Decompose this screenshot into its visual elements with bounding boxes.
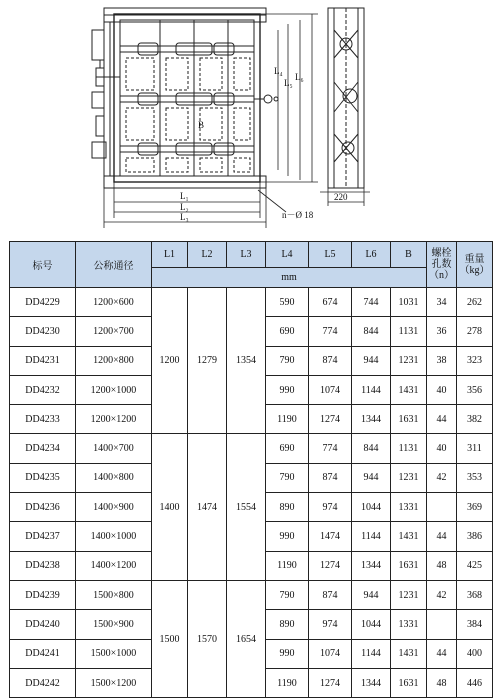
label-l6: L₆ [295, 72, 304, 82]
header-weight [457, 242, 493, 288]
spec-table [9, 241, 493, 698]
cell-l5: 874 [309, 580, 352, 609]
cell-l4: 790 [266, 463, 309, 492]
cell-bolt-holes [427, 610, 457, 639]
header-bolt-line2: 孔数 [431, 259, 452, 270]
header-bolt-line3: （n） [429, 270, 454, 281]
cell-model: DD4242 [10, 668, 76, 697]
height-dimensions [260, 14, 318, 182]
cell-model: DD4233 [10, 405, 76, 434]
cell-l5: 1074 [309, 375, 352, 404]
cell-b: 1131 [391, 317, 427, 346]
header-weight-line1: 重量 [464, 253, 485, 265]
label-l5: L₅ [284, 78, 293, 88]
cell-b: 1631 [391, 405, 427, 434]
header-b: B [391, 242, 427, 268]
header-nominal: 公称通径 [76, 242, 152, 288]
cell-l1: 1500 [152, 580, 188, 697]
cell-l2: 1279 [188, 288, 227, 434]
cell-l6: 844 [352, 434, 391, 463]
cell-l6: 844 [352, 317, 391, 346]
cell-weight: 446 [457, 668, 493, 697]
cell-l4: 990 [266, 375, 309, 404]
cell-b: 1231 [391, 346, 427, 375]
cell-weight: 262 [457, 288, 493, 317]
label-hole: n－Ø 18 [282, 210, 314, 220]
cell-l4: 1190 [266, 668, 309, 697]
header-l3: L3 [227, 242, 266, 268]
cell-bolt-holes: 44 [427, 522, 457, 551]
cell-b: 1131 [391, 434, 427, 463]
cell-bolt-holes [427, 493, 457, 522]
cell-b: 1331 [391, 493, 427, 522]
blade-hubs [138, 43, 234, 155]
cell-model: DD4240 [10, 610, 76, 639]
cell-l6: 1344 [352, 551, 391, 580]
header-l6: L6 [352, 242, 391, 268]
cell-bolt-holes: 40 [427, 375, 457, 404]
cell-model: DD4231 [10, 346, 76, 375]
cell-nominal: 1400×1200 [76, 551, 152, 580]
cell-l5: 1274 [309, 405, 352, 434]
cell-model: DD4241 [10, 639, 76, 668]
cell-l3: 1554 [227, 434, 266, 580]
header-model: 标号 [10, 242, 76, 288]
side-view [320, 8, 370, 206]
cell-l4: 690 [266, 434, 309, 463]
cell-nominal: 1200×800 [76, 346, 152, 375]
cell-l4: 790 [266, 346, 309, 375]
cell-weight: 278 [457, 317, 493, 346]
table-row [10, 434, 493, 463]
cell-l6: 1144 [352, 522, 391, 551]
cell-l6: 1344 [352, 405, 391, 434]
cell-l1: 1200 [152, 288, 188, 434]
cell-l6: 1144 [352, 375, 391, 404]
cell-nominal: 1200×1200 [76, 405, 152, 434]
cell-b: 1331 [391, 610, 427, 639]
spec-table-body [10, 288, 493, 698]
cell-nominal: 1200×1000 [76, 375, 152, 404]
cell-model: DD4229 [10, 288, 76, 317]
cell-l3: 1654 [227, 580, 266, 697]
cell-bolt-holes: 48 [427, 668, 457, 697]
cell-nominal: 1500×1000 [76, 639, 152, 668]
cell-weight: 369 [457, 493, 493, 522]
header-l5: L5 [309, 242, 352, 268]
cell-weight: 425 [457, 551, 493, 580]
label-l4: L₄ [274, 66, 283, 76]
cell-model: DD4235 [10, 463, 76, 492]
cell-nominal: 1400×900 [76, 493, 152, 522]
cell-l6: 1144 [352, 639, 391, 668]
cell-b: 1031 [391, 288, 427, 317]
cell-b: 1431 [391, 375, 427, 404]
cell-bolt-holes: 36 [427, 317, 457, 346]
cell-nominal: 1400×1000 [76, 522, 152, 551]
cell-weight: 353 [457, 463, 493, 492]
label-l2: L₂ [180, 202, 189, 212]
cell-l4: 990 [266, 639, 309, 668]
cell-model: DD4238 [10, 551, 76, 580]
cell-nominal: 1500×900 [76, 610, 152, 639]
cell-l4: 790 [266, 580, 309, 609]
cell-l4: 990 [266, 522, 309, 551]
cell-weight: 382 [457, 405, 493, 434]
cell-l5: 1474 [309, 522, 352, 551]
cell-weight: 311 [457, 434, 493, 463]
cell-l5: 1274 [309, 668, 352, 697]
cell-l3: 1354 [227, 288, 266, 434]
cell-bolt-holes: 44 [427, 639, 457, 668]
cell-l5: 974 [309, 493, 352, 522]
cell-nominal: 1200×700 [76, 317, 152, 346]
cell-l5: 1074 [309, 639, 352, 668]
cell-weight: 323 [457, 346, 493, 375]
cell-l4: 1190 [266, 551, 309, 580]
cell-l4: 890 [266, 493, 309, 522]
cell-l4: 590 [266, 288, 309, 317]
cell-nominal: 1200×600 [76, 288, 152, 317]
cell-b: 1631 [391, 668, 427, 697]
cell-nominal: 1500×1200 [76, 668, 152, 697]
header-l4: L4 [266, 242, 309, 268]
cell-l5: 974 [309, 610, 352, 639]
header-l1: L1 [152, 242, 188, 268]
cell-l5: 774 [309, 317, 352, 346]
cell-bolt-holes: 42 [427, 463, 457, 492]
header-bolt-holes [427, 242, 457, 288]
cell-nominal: 1500×800 [76, 580, 152, 609]
cell-b: 1231 [391, 463, 427, 492]
cell-weight: 400 [457, 639, 493, 668]
left-actuator-linkage [92, 22, 120, 176]
cell-l5: 1274 [309, 551, 352, 580]
cell-model: DD4236 [10, 493, 76, 522]
cell-l1: 1400 [152, 434, 188, 580]
cell-l6: 1344 [352, 668, 391, 697]
cell-bolt-holes: 34 [427, 288, 457, 317]
cell-model: DD4239 [10, 580, 76, 609]
cell-l5: 774 [309, 434, 352, 463]
cell-model: DD4237 [10, 522, 76, 551]
label-l3: L₃ [180, 212, 189, 222]
cell-l4: 1190 [266, 405, 309, 434]
damper-technical-drawing [0, 0, 500, 236]
cell-b: 1431 [391, 522, 427, 551]
table-row [10, 288, 493, 317]
cell-l5: 874 [309, 463, 352, 492]
cell-l5: 674 [309, 288, 352, 317]
cell-bolt-holes: 40 [427, 434, 457, 463]
cell-l6: 744 [352, 288, 391, 317]
cell-l6: 1044 [352, 610, 391, 639]
cell-model: DD4234 [10, 434, 76, 463]
cell-model: DD4230 [10, 317, 76, 346]
cell-nominal: 1400×800 [76, 463, 152, 492]
cell-l6: 944 [352, 346, 391, 375]
cell-b: 1431 [391, 639, 427, 668]
cell-bolt-holes: 44 [427, 405, 457, 434]
cell-bolt-holes: 38 [427, 346, 457, 375]
cell-l6: 1044 [352, 493, 391, 522]
table-row [10, 580, 493, 609]
label-l1: L₁ [180, 191, 189, 201]
header-weight-line2: （kg） [459, 264, 490, 276]
label-depth: 220 [334, 192, 348, 202]
cell-l2: 1474 [188, 434, 227, 580]
front-frame-outer [114, 14, 260, 182]
header-unit: mm [152, 268, 427, 288]
cell-weight: 368 [457, 580, 493, 609]
cell-model: DD4232 [10, 375, 76, 404]
cell-weight: 386 [457, 522, 493, 551]
header-bolt-line1: 螺栓 [431, 248, 452, 259]
cell-l2: 1570 [188, 580, 227, 697]
cell-weight: 384 [457, 610, 493, 639]
cell-bolt-holes: 42 [427, 580, 457, 609]
cell-b: 1631 [391, 551, 427, 580]
right-shaft-ends [254, 95, 278, 103]
cell-weight: 356 [457, 375, 493, 404]
cell-l5: 874 [309, 346, 352, 375]
header-l2: L2 [188, 242, 227, 268]
cell-l4: 690 [266, 317, 309, 346]
cell-nominal: 1400×700 [76, 434, 152, 463]
cell-bolt-holes: 48 [427, 551, 457, 580]
label-b: B [198, 120, 205, 130]
cell-l6: 944 [352, 463, 391, 492]
cell-b: 1231 [391, 580, 427, 609]
cell-l6: 944 [352, 580, 391, 609]
cell-l4: 890 [266, 610, 309, 639]
